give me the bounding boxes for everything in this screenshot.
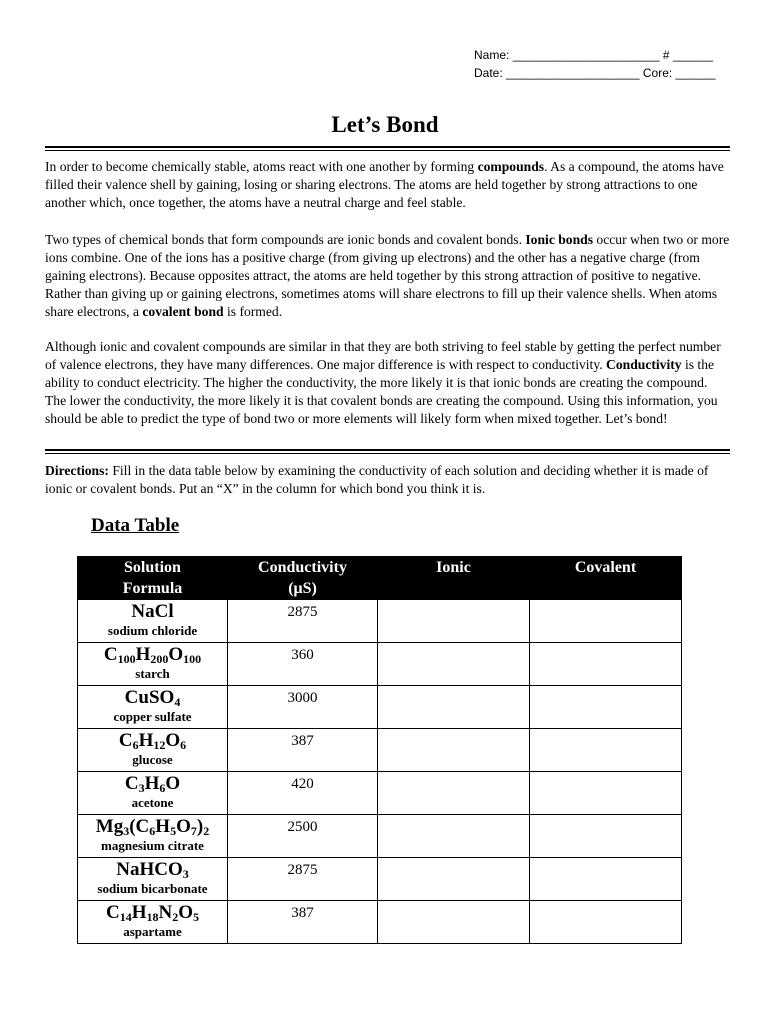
conductivity-cell — [228, 901, 378, 944]
solution-cell — [78, 901, 228, 944]
conductivity-value: 3000 — [287, 690, 318, 706]
conductivity-cell — [228, 772, 378, 815]
covalent-answer-cell[interactable] — [530, 858, 682, 901]
data-table — [77, 556, 682, 944]
ionic-header: Ionic — [378, 557, 530, 600]
conductivity-value: 360 — [291, 647, 314, 663]
bold-term: covalent bond — [142, 304, 224, 319]
table-row — [78, 643, 682, 686]
top-double-rule — [45, 146, 730, 151]
ionic-answer-cell[interactable] — [378, 858, 530, 901]
ionic-answer-cell[interactable] — [378, 901, 530, 944]
ionic-answer-cell[interactable] — [378, 772, 530, 815]
date-label: Date: — [474, 66, 503, 80]
covalent-answer-cell[interactable] — [530, 815, 682, 858]
page-title: Let’s Bond — [331, 112, 439, 137]
conductivity-cell — [228, 858, 378, 901]
conductivity-cell — [228, 729, 378, 772]
solution-cell — [78, 686, 228, 729]
intro-paragraph-1: In order to become chemically stable, atoms react with one another by forming compounds. As a compound, the atoms have filled their valence shell by gaining, losing or sharing electrons. The atoms are held together by strong attractions to one another which, once together, the atoms have a neutral charge and feel stable. — [45, 159, 724, 210]
table-row — [78, 686, 682, 729]
conductivity-header: Conductivity (μS) — [228, 557, 378, 600]
table-row — [78, 815, 682, 858]
compound-name: sodium chloride — [107, 623, 198, 638]
solution-cell — [78, 729, 228, 772]
date-blank[interactable]: ____________________ — [506, 66, 640, 80]
covalent-answer-cell[interactable] — [530, 729, 682, 772]
directions-label: Directions: — [45, 463, 109, 478]
number-blank[interactable]: ______ — [672, 48, 713, 62]
number-label: # — [662, 48, 670, 62]
chemical-formula: $C_3H_6O$ — [124, 773, 181, 795]
conductivity-value: 2875 — [287, 604, 318, 620]
chemical-formula: $C_{100}H_{200}O_{100}$ — [103, 644, 202, 666]
solution-cell — [78, 600, 228, 643]
header-row — [78, 557, 682, 600]
bold-term: Conductivity — [606, 357, 682, 372]
name-label: Name: — [474, 48, 510, 62]
table-row — [78, 858, 682, 901]
solution-cell — [78, 772, 228, 815]
chemical-formula: CuSO$_4$ — [124, 687, 181, 709]
chemical-formula: $C_6H_{12}O_6$ — [118, 730, 187, 752]
data-table-title: Data Table — [91, 515, 180, 536]
intro-paragraph-2: Two types of chemical bonds that form compounds are ionic bonds and covalent bonds. Ionic bonds occur when two or more ions combine. One of the ions has a positive charge (from giving up electrons) and the other has a negative charge (from gaining electrons). Because opposites attract, the atoms are held together by this strong attraction of positive to negative. Rather than giving up or gaining electrons, sometimes atoms will share electrons to fill up their valence shells. When atoms share electrons, a covalent bond is formed. — [45, 232, 730, 319]
middle-double-rule — [45, 449, 730, 454]
conductivity-value: 387 — [291, 905, 314, 921]
compound-name: starch — [135, 666, 170, 681]
table-row — [78, 772, 682, 815]
conductivity-value: 2500 — [287, 819, 318, 835]
covalent-answer-cell[interactable] — [530, 600, 682, 643]
table-row — [78, 901, 682, 944]
conductivity-cell — [228, 686, 378, 729]
compound-name: aspartame — [123, 924, 182, 939]
conductivity-value: 2875 — [287, 862, 318, 878]
table-row — [78, 600, 682, 643]
chemical-formula: NaHCO$_3$ — [116, 859, 189, 881]
covalent-answer-cell[interactable] — [530, 901, 682, 944]
intro-paragraph-3: Although ionic and covalent compounds are similar in that they are both striving to feel stable by getting the perfect number of valence electrons, they have many differences. One major difference is with respect to conductivity. Conductivity is the ability to conduct electricity. The higher the conductivity, the more likely it is that ionic bonds are creating the compound. The lower the conductivity, the more likely it is that covalent bonds are creating the compound. Using this information, you should be able to predict the type of bond two or more elements will likely form when mixed together. Let’s bond! — [45, 339, 721, 426]
table-row — [78, 729, 682, 772]
solution-cell — [78, 858, 228, 901]
ionic-answer-cell[interactable] — [378, 643, 530, 686]
date-line — [474, 64, 734, 82]
conductivity-cell — [228, 600, 378, 643]
covalent-header: Covalent — [530, 557, 682, 600]
chemical-formula: NaCl — [131, 601, 174, 622]
ionic-answer-cell[interactable] — [378, 686, 530, 729]
bold-term: compounds — [477, 159, 545, 174]
directions-text: Fill in the data table below by examining the conductivity of each solution and deciding whether it is made of ionic or covalent bonds. Put an “X” in the column for which bond you think it is. — [45, 463, 709, 496]
core-label: Core: — [642, 66, 673, 80]
compound-name: glucose — [132, 752, 173, 767]
covalent-answer-cell[interactable] — [530, 643, 682, 686]
conductivity-value: 420 — [291, 776, 314, 792]
chemical-formula: $Mg_3(C_6H_5O_7)_2$ — [95, 816, 210, 838]
covalent-answer-cell[interactable] — [530, 772, 682, 815]
covalent-answer-cell[interactable] — [530, 686, 682, 729]
ionic-answer-cell[interactable] — [378, 600, 530, 643]
core-blank[interactable]: ______ — [675, 66, 716, 80]
ionic-answer-cell[interactable] — [378, 815, 530, 858]
conductivity-cell — [228, 643, 378, 686]
name-blank[interactable]: ______________________ — [512, 48, 660, 62]
directions-paragraph — [45, 462, 730, 498]
solution-cell — [78, 643, 228, 686]
conductivity-cell — [228, 815, 378, 858]
compound-name: acetone — [131, 795, 174, 810]
chemical-formula: $C_{14}H_{18}N_2O_5$ — [105, 902, 200, 924]
compound-name: copper sulfate — [113, 709, 192, 724]
bold-term: Ionic bonds — [525, 232, 594, 247]
name-line — [474, 46, 734, 64]
ionic-answer-cell[interactable] — [378, 729, 530, 772]
conductivity-value: 387 — [291, 733, 314, 749]
compound-name: magnesium citrate — [101, 838, 204, 853]
solution-cell — [78, 815, 228, 858]
compound-name: sodium bicarbonate — [97, 881, 208, 896]
student-info-header — [474, 46, 734, 82]
solution-formula-header: Solution Formula — [78, 557, 228, 600]
